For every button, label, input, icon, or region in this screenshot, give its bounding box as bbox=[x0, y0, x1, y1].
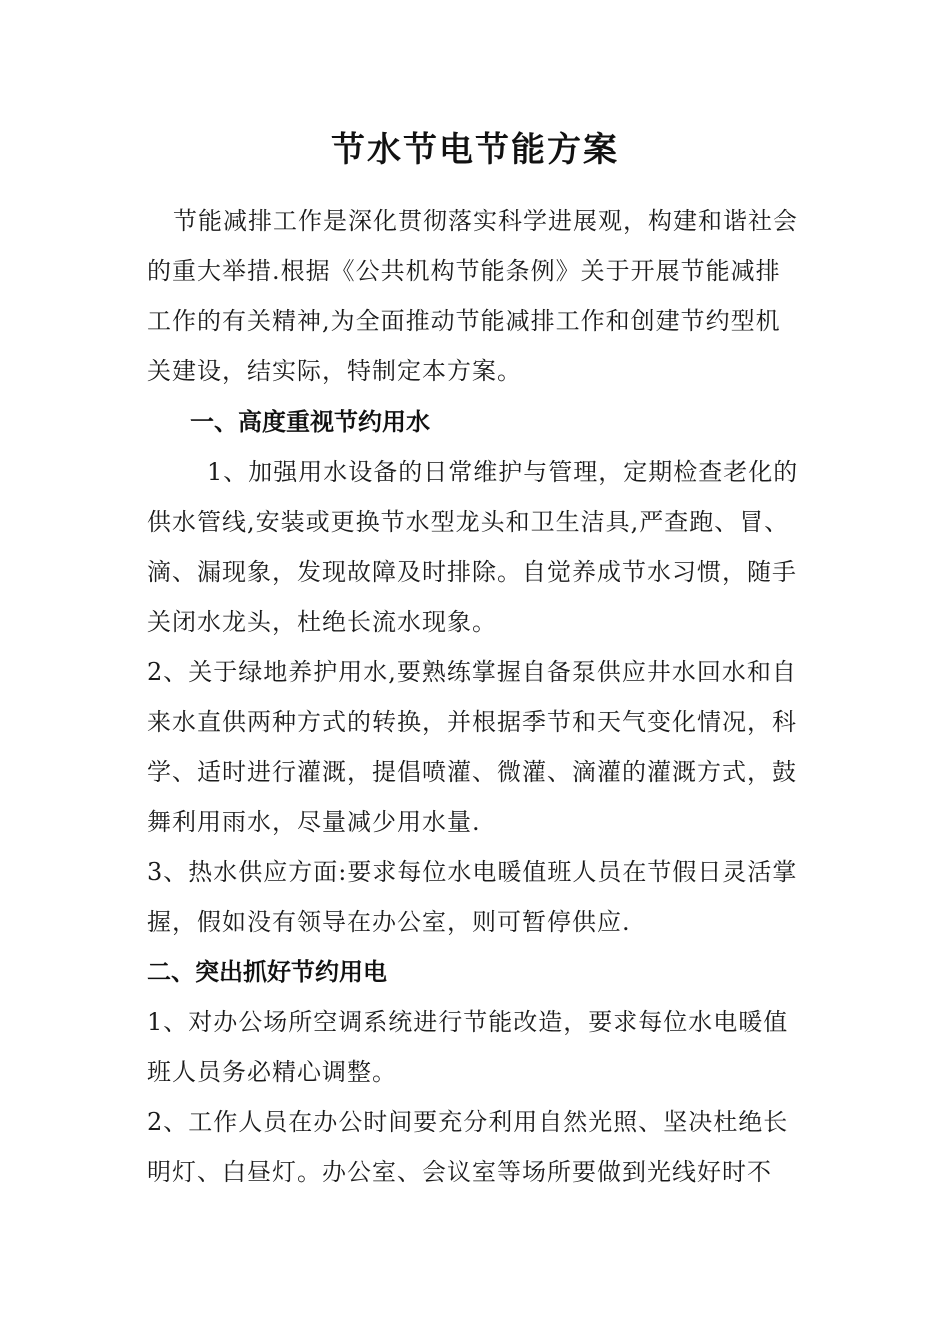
water-paragraph-1: 1、加强用水设备的日常维护与管理，定期检查老化的供水管线,安装或更换节水型龙头和卫生洁具,严查跑、冒、滴、漏现象，发现故障及时排除。自觉养成节水习惯，随手关闭水龙头，杜绝长流水现象。 bbox=[147, 458, 799, 636]
electricity-paragraph-1: 1、对办公场所空调系统进行节能改造，要求每位水电暖值班人员务必精心调整。 bbox=[147, 1008, 789, 1086]
water-paragraph-3: 3、热水供应方面:要求每位水电暖值班人员在节假日灵活掌握，假如没有领导在办公室，则可暂停供应. bbox=[147, 858, 798, 936]
section-heading-water: 一、高度重视节约用水 bbox=[190, 408, 430, 436]
section-heading-electricity: 二、突出抓好节约用电 bbox=[147, 958, 387, 986]
water-paragraph-2: 2、关于绿地养护用水,要熟练掌握自备泵供应井水回水和自来水直供两种方式的转换，并根据季节和天气变化情况，科学、适时进行灌溉，提倡喷灌、微灌、滴灌的灌溉方式，鼓舞利用雨水，尽量减少用水量. bbox=[147, 658, 797, 836]
electricity-paragraph-2: 2、工作人员在办公时间要充分利用自然光照、坚决杜绝长明灯、白昼灯。办公室、会议室等场所要做到光线好时不 bbox=[147, 1108, 789, 1186]
intro-paragraph: 节能减排工作是深化贯彻落实科学进展观，构建和谐社会的重大举措.根据《公共机构节能条例》关于开展节能减排工作的有关精神,为全面推动节能减排工作和创建节约型机关建设，结实际，特制定本方案。 bbox=[147, 207, 798, 385]
document-title: 节水节电节能方案 bbox=[331, 130, 619, 170]
